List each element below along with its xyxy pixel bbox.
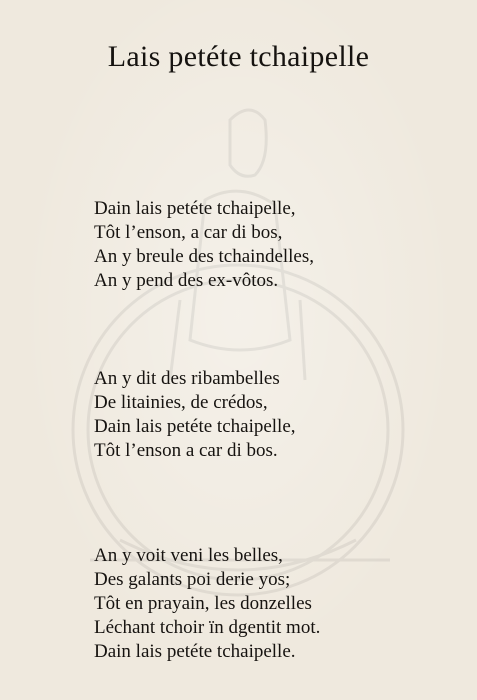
- verse-line: Dain lais petéte tchaipelle,: [94, 198, 296, 219]
- verse-line: Tôt en prayain, les donzelles: [94, 593, 312, 614]
- verse-line: Tôt l’enson a car di bos.: [94, 440, 278, 461]
- verse-line: Des galants poi derie yos;: [94, 569, 291, 590]
- verse-line: An y breule des tchaindelles,: [94, 246, 315, 267]
- stanza: [94, 367, 296, 463]
- verse-line: De litainies, de crédos,: [94, 392, 268, 413]
- verse-line: An y dit des ribambelles: [94, 368, 280, 389]
- verse-line: Dain lais petéte tchaipelle.: [94, 641, 296, 662]
- stanza: [94, 544, 320, 664]
- poem-title: Lais petéte tchaipelle: [107, 40, 370, 73]
- verse-line: Tôt l’enson, a car di bos,: [94, 222, 283, 243]
- stanza: [94, 197, 314, 293]
- verse-line: An y voit veni les belles,: [94, 545, 283, 566]
- verse-line: Léchant tchoir ïn dgentit mot.: [94, 617, 321, 638]
- verse-line: Dain lais petéte tchaipelle,: [94, 416, 296, 437]
- verse-line: An y pend des ex-vôtos.: [94, 270, 279, 291]
